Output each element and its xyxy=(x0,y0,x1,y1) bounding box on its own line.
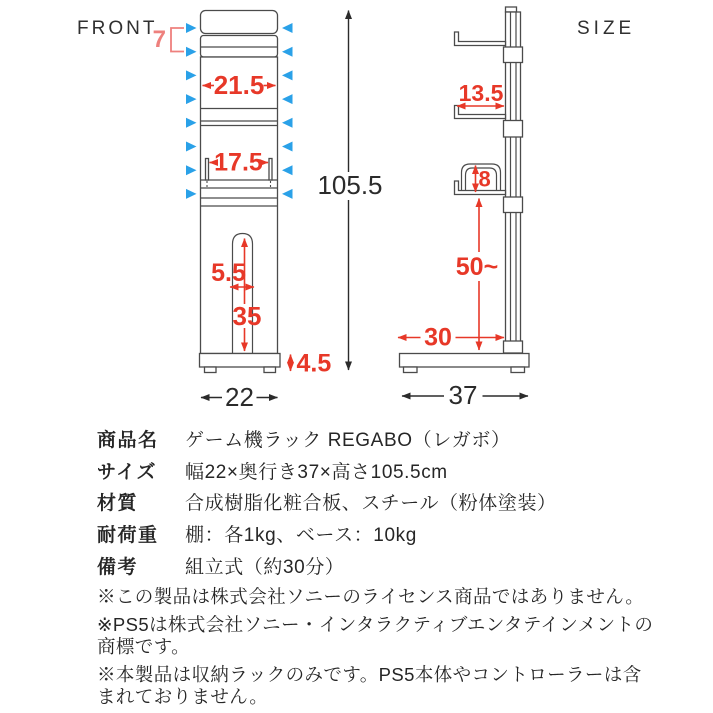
shelf-pin-marker-icon xyxy=(186,23,197,33)
shelf-pin-marker-icon xyxy=(282,118,293,128)
front-base xyxy=(200,354,281,368)
shelf-pin-marker-icon xyxy=(282,23,293,33)
controller-bracket-post-right xyxy=(269,159,272,181)
spec-table xyxy=(97,423,697,713)
front-foot-right xyxy=(264,367,276,373)
dim-total-depth: 37 xyxy=(448,380,478,410)
spec-label: 耐荷重 xyxy=(97,525,159,547)
spec-value: ゲーム機ラック REGABO（レガボ） xyxy=(185,430,511,452)
spec-label: サイズ xyxy=(97,461,157,483)
pole-cap xyxy=(506,7,517,12)
front-foot-left xyxy=(205,367,217,373)
side-foot-right xyxy=(511,367,525,373)
spec-label: 材質 xyxy=(97,493,139,515)
side-view-label: SIZE xyxy=(577,18,636,39)
shelf-pin-marker-icon xyxy=(186,47,197,57)
shelf-pin-marker-icon xyxy=(282,47,293,57)
spec-row-remarks xyxy=(97,549,697,581)
shelf-pin-marker-icon xyxy=(186,70,197,80)
pole-joint-4 xyxy=(504,341,523,353)
dim-slot-height: 35 xyxy=(232,301,262,331)
dim-7-bracket xyxy=(171,28,184,52)
shelf-pin-marker-icon xyxy=(186,94,197,104)
side-pole xyxy=(506,12,521,353)
shelf-pin-marker-icon xyxy=(282,142,293,152)
front-top-cap xyxy=(201,11,278,34)
pole-joint-2 xyxy=(504,121,523,138)
spec-label: 備考 xyxy=(97,556,139,578)
spec-value: 棚：各1kg、ベース：10kg xyxy=(185,525,417,547)
dim-base-inner-depth: 30 xyxy=(424,323,452,352)
dim-slot-width: 5.5 xyxy=(211,259,246,287)
spec-row-product-name xyxy=(97,423,697,455)
controller-bracket-post-left xyxy=(206,159,209,181)
shelf-arm-middle xyxy=(455,106,506,119)
spec-label: 商品名 xyxy=(97,430,159,452)
shelf-pin-marker-icon xyxy=(186,189,197,199)
note-rack-only: ※本製品は収納ラックのみです。PS5本体やコントローラーは含 まれておりません。 xyxy=(97,664,642,708)
dim-shelf-gap: 7 xyxy=(152,26,166,53)
spec-value: 組立式（約30分） xyxy=(185,556,345,578)
front-shelf-band-1 xyxy=(201,36,278,58)
dim-base-height: 4.5 xyxy=(296,349,332,378)
spec-value: 幅22×奥行き37×高さ105.5cm xyxy=(185,461,448,483)
dim-pole-span: 50~ xyxy=(455,253,499,281)
shelf-arm-top xyxy=(455,32,506,46)
spec-row-load-capacity xyxy=(97,518,697,550)
shelf-pin-marker-icon xyxy=(186,118,197,128)
dim-total-height: 105.5 xyxy=(317,170,383,200)
dim-hook-inner: 8 xyxy=(478,166,491,192)
disclaimer-notes xyxy=(97,586,697,708)
side-base xyxy=(400,354,530,368)
note-license: ※この製品は株式会社ソニーのライセンス商品ではありません。 xyxy=(97,585,645,607)
pole-joint-1 xyxy=(504,47,523,63)
shelf-pin-marker-icon xyxy=(282,189,293,199)
front-view-label: FRONT xyxy=(77,18,158,39)
dim-shelf-depth: 13.5 xyxy=(458,80,504,106)
spec-row-size xyxy=(97,455,697,487)
dim-inner-width: 21.5 xyxy=(213,70,265,100)
shelf-pin-marker-icon xyxy=(186,165,197,175)
side-view-drawing xyxy=(400,7,530,373)
dim-total-width: 22 xyxy=(225,382,254,412)
shelf-pin-marker-icon xyxy=(186,142,197,152)
spec-value: 合成樹脂化粧合板、スチール（粉体塗装） xyxy=(185,493,557,515)
side-foot-left xyxy=(404,367,418,373)
dim-bracket-width: 17.5 xyxy=(214,148,263,177)
shelf-pin-marker-icon xyxy=(282,165,293,175)
shelf-pin-marker-icon xyxy=(282,70,293,80)
note-trademark: ※PS5は株式会社ソニー・インタラクティブエンタテインメントの 商標です。 xyxy=(97,614,654,658)
shelf-pin-marker-icon xyxy=(282,94,293,104)
spec-row-material xyxy=(97,486,697,518)
pole-joint-3 xyxy=(504,197,523,213)
